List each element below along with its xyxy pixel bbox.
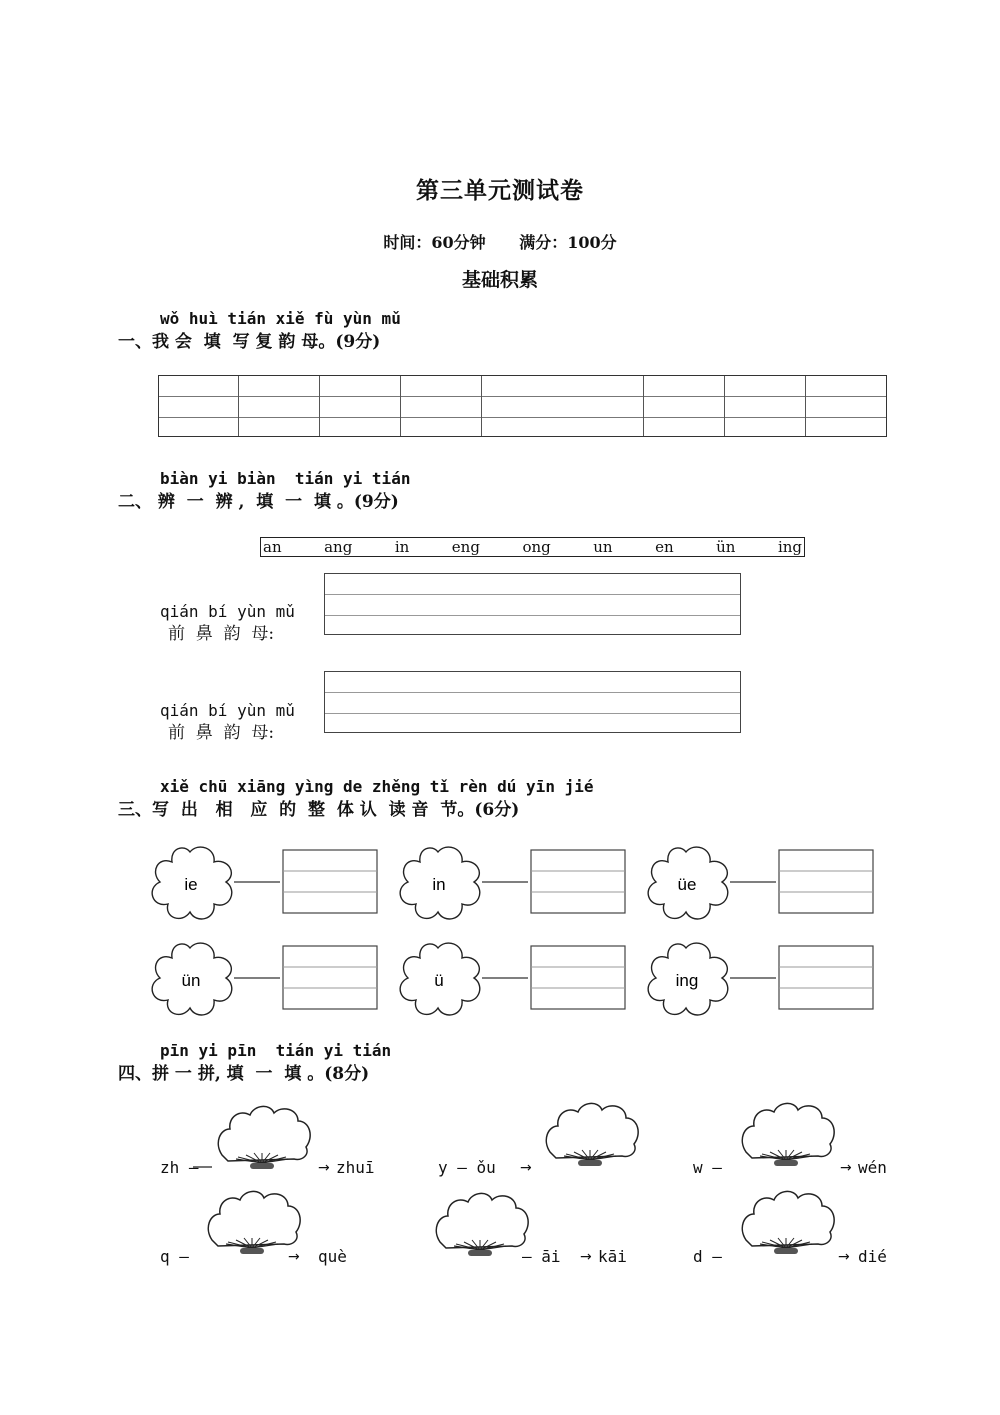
option: an [263,538,282,556]
q4-item3-left: w — [693,1158,722,1177]
flower-shape [648,847,728,919]
flower-label: ün [181,971,201,990]
section-title: 基础积累 [461,269,538,291]
answer-box[interactable] [779,850,873,913]
option: eng [451,538,480,556]
q4-item5-right: kāi [598,1247,627,1266]
answer-box[interactable] [779,946,873,1009]
q4-item1-right: zhuī [336,1158,375,1177]
answer-box[interactable] [283,946,377,1009]
option: in [394,538,410,556]
option: ang [324,538,353,556]
q2-row2-pinyin: qián bí yùn mǔ [160,701,295,720]
arrow-icon: → [288,1249,300,1265]
answer-box[interactable] [283,850,377,913]
flower-shape [152,847,232,919]
arrow-icon: → [840,1160,852,1176]
answer-box[interactable] [531,946,625,1009]
flower-label: ie [184,875,198,894]
q2-pinyin: biàn yi biàn tián yi tián [160,469,411,488]
q3-heading: 三、写 出 相 应 的 整 体 认 读 音 节。(6分) [118,800,520,820]
option: ong [522,538,551,556]
q4-item1-left: zh — [160,1158,199,1177]
q4-item4-left: q — [160,1247,189,1266]
answer-box[interactable] [531,850,625,913]
arrow-icon: → [838,1249,850,1265]
page-title: 第三单元测试卷 [416,177,584,204]
q1-pinyin: wǒ huì tián xiě fù yùn mǔ [160,309,401,328]
time-label: 时间：60分钟 [383,233,486,252]
q4-pinyin: pīn yi pīn tián yi tián [160,1041,392,1060]
flower-shape [400,847,480,919]
option: ün [716,538,736,556]
flower-label: ü [434,971,444,990]
q4-item6-left: d — [693,1247,722,1266]
flower-label: üe [677,875,697,894]
score-label: 满分：100分 [519,233,617,252]
q4-item6-right: dié [858,1247,887,1266]
q2-heading: 二、 辨 一 辨 , 填 一 填 。(9分) [118,492,399,512]
option: en [655,538,674,556]
flower-shape [648,943,728,1015]
option: ing [777,538,802,556]
q4-heading: 四、拼 一 拼, 填 一 填 。(8分) [118,1064,370,1084]
q3-pinyin: xiě chū xiāng yìng de zhěng tǐ rèn dú yīn jié [160,777,594,796]
q2-row1-pinyin: qián bí yùn mǔ [160,602,295,621]
option: un [593,538,613,556]
flower-label: in [432,875,446,894]
arrow-icon: → [580,1249,592,1265]
q1-heading: 一、我 会 填 写 复 韵 母。(9分) [118,332,381,352]
arrow-icon: → [318,1160,330,1176]
q4-item5-left: — āi [522,1247,561,1266]
flower-shape [400,943,480,1015]
q2-row2-label: 前 鼻 韵 母: [168,723,275,743]
q4-item4-right: què [318,1247,347,1266]
q2-row1-label: 前 鼻 韵 母: [168,624,275,644]
flower-shape [152,943,232,1015]
q4-item2-left: y — ǒu [438,1158,496,1177]
q4-item3-right: wén [858,1158,887,1177]
flower-label: ing [675,971,699,990]
arrow-icon: → [520,1160,532,1176]
